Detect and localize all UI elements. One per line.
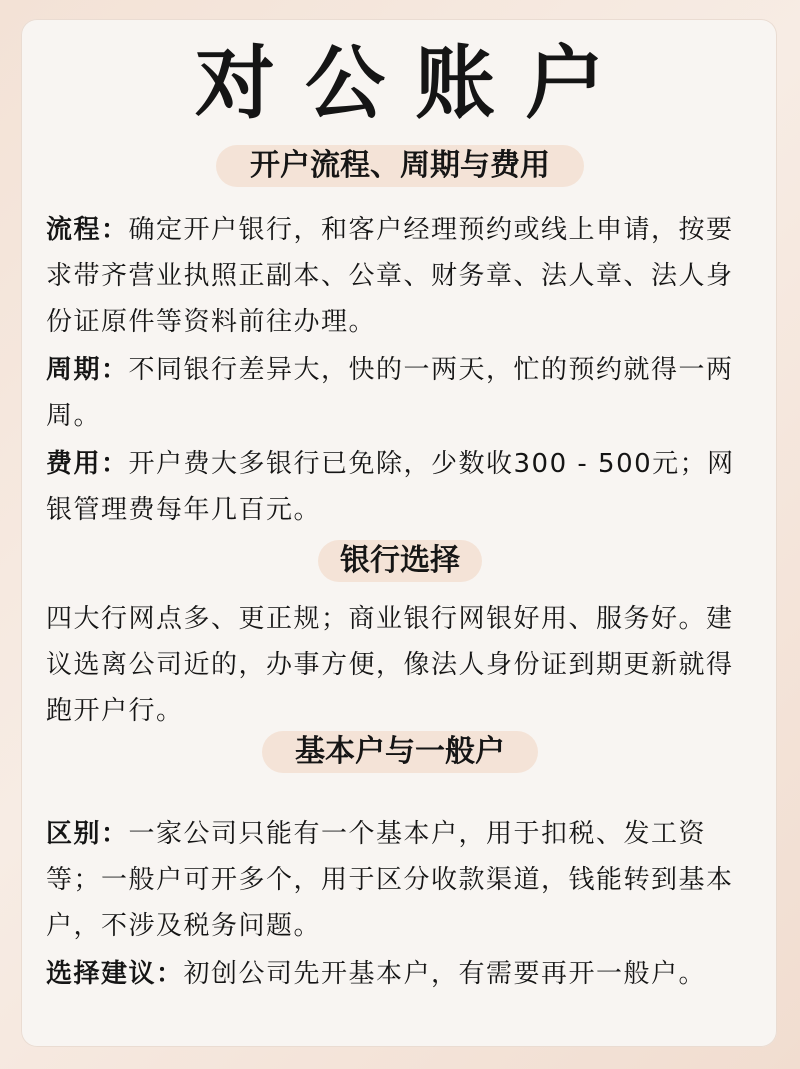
- section-heading-account-opening: 开户流程、周期与费用: [216, 145, 584, 187]
- label-suggestion: 选择建议：: [46, 959, 184, 989]
- text-bank-choice: 四大行网点多、更正规；商业银行网银好用、服务好。建议选离公司近的，办事方便，像法人身份证到期更新就得跑开户行。: [46, 604, 734, 726]
- paragraph-period: [46, 347, 760, 439]
- paragraph-bank-choice: [46, 596, 760, 734]
- page-title: 对公账户: [195, 36, 635, 130]
- paragraph-fees: [46, 441, 760, 533]
- text-difference: 一家公司只能有一个基本户，用于扣税、发工资等；一般户可开多个，用于区分收款渠道，钱能转到基本户，不涉及税务问题。: [46, 819, 734, 941]
- paragraph-process: [46, 207, 760, 345]
- paragraph-difference: [46, 811, 760, 949]
- label-difference: 区别：: [46, 819, 129, 849]
- section-heading-bank-choice: 银行选择: [318, 540, 482, 582]
- text-suggestion: 初创公司先开基本户，有需要再开一般户。: [183, 959, 707, 989]
- text-process: 确定开户银行，和客户经理预约或线上申请，按要求带齐营业执照正副本、公章、财务章、法人章、法人身份证原件等资料前往办理。: [46, 215, 734, 337]
- text-period: 不同银行差异大，快的一两天，忙的预约就得一两周。: [46, 355, 734, 431]
- label-fees: 费用：: [46, 449, 129, 479]
- paragraph-suggestion: [46, 951, 760, 997]
- label-period: 周期：: [46, 355, 129, 385]
- label-process: 流程：: [46, 215, 129, 245]
- section-heading-account-types: 基本户与一般户: [262, 731, 538, 773]
- text-fees: 开户费大多银行已免除，少数收300 - 500元；网银管理费每年几百元。: [46, 449, 735, 525]
